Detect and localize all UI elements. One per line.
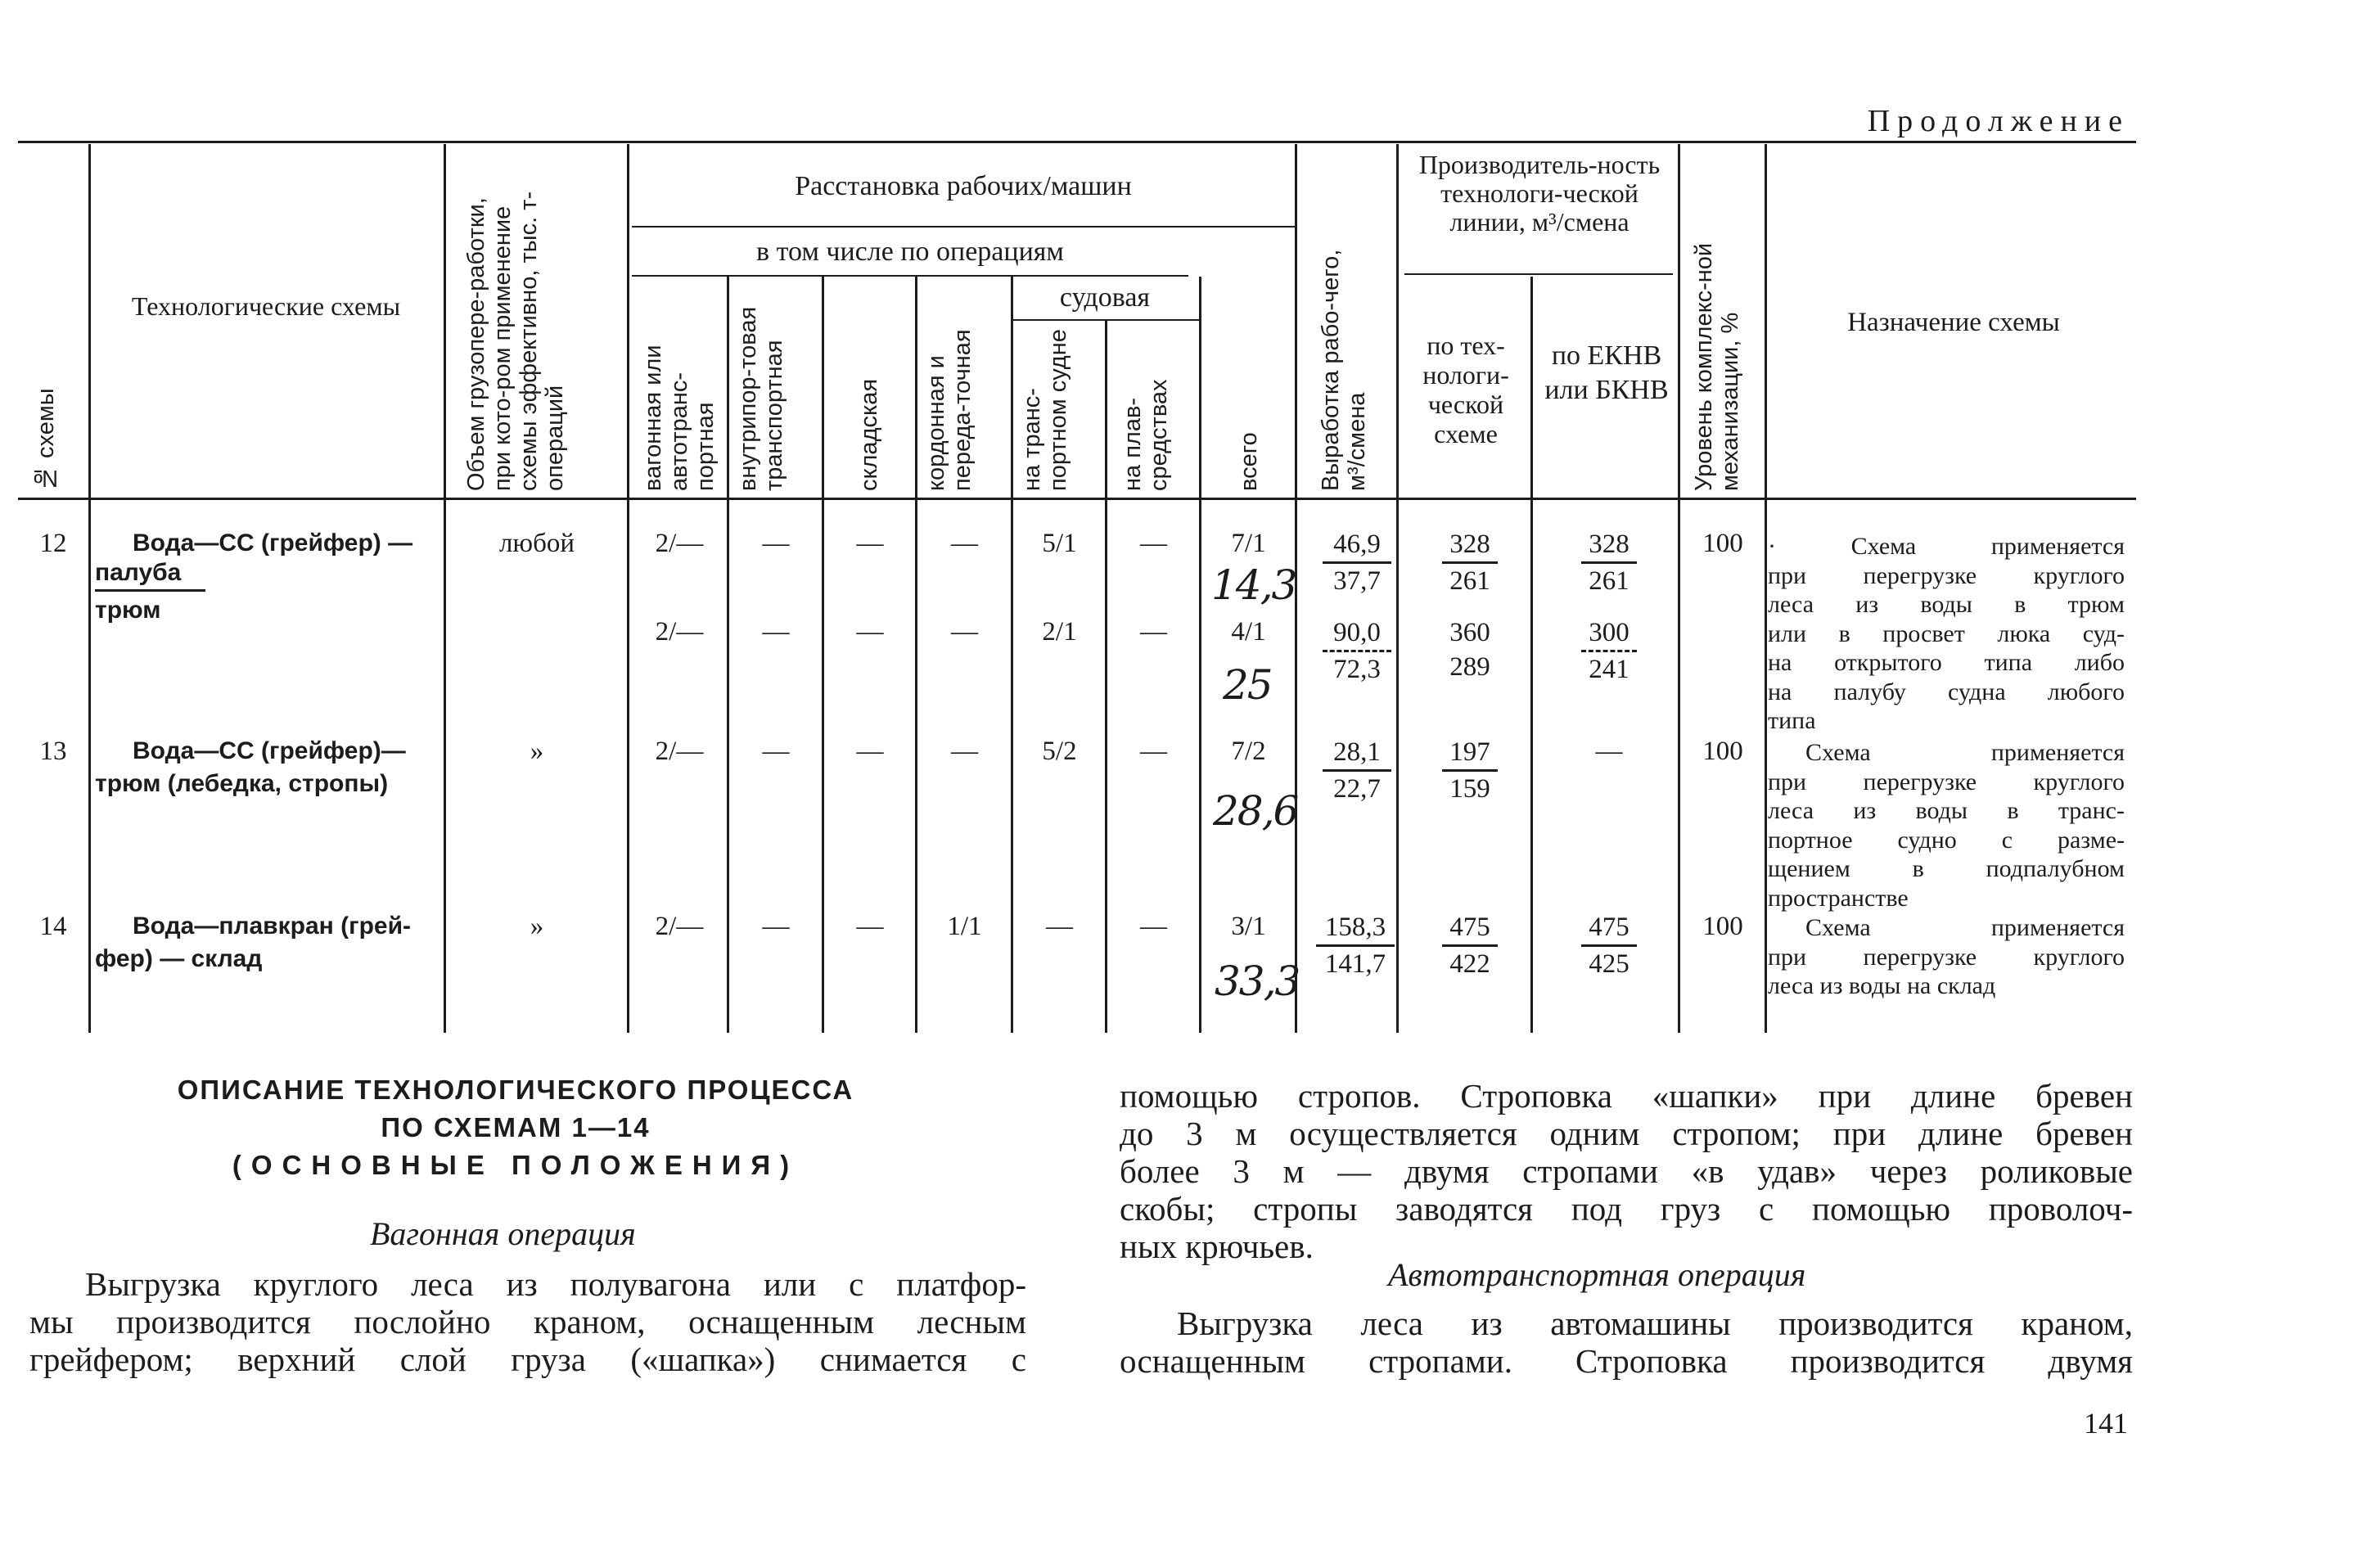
- prod-tech-bottom: 422: [1449, 949, 1490, 979]
- prod-tech-fraction: [1442, 735, 1498, 806]
- header-prod-ekn: по ЕКНВ или БКНВ: [1544, 340, 1669, 405]
- prod-tech-fraction: [1442, 910, 1498, 981]
- prod-ekn-bottom: 241: [1589, 655, 1629, 684]
- right-paragraph: помощью стропов. Строповка «шапки» при длине бревен до 3 м осуществляется одним стропом; при длине бревен более 3 м — двумя стропами «в удав» через роликовые скобы; стропы заводятся под груз с помощью проволоч- ных крючьев.: [1120, 1077, 2133, 1265]
- prod-tech-top: 360: [1449, 618, 1490, 647]
- handwritten-note: 14,3: [1211, 561, 1296, 609]
- row-number: 14: [39, 912, 67, 941]
- prod-tech-top: 197: [1442, 735, 1498, 772]
- output-bottom: 22,7: [1333, 774, 1381, 804]
- row-number: 12: [39, 529, 67, 558]
- cargo-volume: »: [530, 737, 544, 766]
- header-including-ops: в том числе по операциям: [756, 237, 1064, 267]
- output-fraction: [1323, 527, 1391, 598]
- op-intraport: —: [762, 617, 790, 647]
- header-op-floating: на плав-средствах: [1120, 379, 1172, 491]
- prod-ekn-bottom: 425: [1589, 949, 1629, 979]
- wagon-heading: Вагонная операция: [370, 1215, 636, 1252]
- prod-tech-bottom: 289: [1449, 652, 1490, 682]
- header-cargo-volume: Объем грузопере-работки, при кото-ром применение схемы эффективно, тыс. т-операций: [463, 191, 568, 491]
- output-bottom: 72,3: [1333, 655, 1381, 684]
- header-op-total: всего: [1236, 432, 1262, 491]
- op-warehouse: —: [856, 737, 884, 766]
- output-bottom: 141,7: [1324, 949, 1386, 979]
- scheme-frac-bottom: трюм: [95, 597, 161, 624]
- op-total: 4/1: [1231, 617, 1266, 647]
- output-top: 28,1: [1323, 735, 1391, 772]
- header-mechanization: Уровень комплекс-ной механизации, %: [1691, 242, 1743, 491]
- prod-ekn-bottom: 261: [1589, 566, 1629, 596]
- prod-ekn-top: 328: [1581, 527, 1637, 564]
- op-total: 7/1: [1231, 529, 1266, 558]
- prod-tech-fraction: [1442, 527, 1498, 598]
- prod-ekn-top: 475: [1581, 910, 1637, 947]
- scheme-name: Вода—СС (грейфер)—: [133, 737, 406, 764]
- prod-tech-fraction: [1442, 615, 1498, 684]
- op-total: 3/1: [1231, 912, 1266, 941]
- auto-paragraph: Выгрузка леса из автомашины производится краном, оснащенным стропами. Строповка производится двумя: [1120, 1304, 2133, 1380]
- op-warehouse: —: [856, 617, 884, 647]
- scheme-purpose: Схема применяется при перегрузке круглого леса из воды в транс- портное судно с разме- щением в подпалубном пространстве: [1768, 739, 2125, 912]
- header-op-transport-ship: на транс-портном судне: [1019, 329, 1071, 491]
- output-fraction: [1323, 615, 1391, 687]
- scheme-frac-top: палуба: [95, 556, 205, 592]
- section-title-line3: (ОСНОВНЫЕ ПОЛОЖЕНИЯ): [232, 1150, 800, 1180]
- section-title-line2: ПО СХЕМАМ 1—14: [381, 1112, 651, 1142]
- op-cordon: —: [951, 529, 978, 558]
- op-transport-ship: —: [1046, 912, 1073, 941]
- row-number: 13: [39, 737, 67, 766]
- scheme-name-line2: трюм (лебедка, стропы): [95, 770, 389, 797]
- output-top: 158,3: [1316, 910, 1395, 947]
- prod-ekn-value: —: [1595, 737, 1623, 766]
- output-top: 90,0: [1323, 615, 1391, 652]
- header-tech-schemes: Технологические схемы: [131, 291, 401, 321]
- op-cordon: —: [951, 737, 978, 766]
- op-intraport: —: [762, 737, 790, 766]
- header-op-intraport: внутрипор-товая транспортная: [735, 306, 787, 491]
- header-op-wagon: вагонная или автотранс-портная: [640, 345, 719, 491]
- output-fraction: [1323, 735, 1391, 806]
- header-output-per-worker: Выработка рабо-чего, м³/смена: [1318, 249, 1370, 491]
- op-total: 7/2: [1231, 737, 1266, 766]
- scheme-name: Вода—плавкран (грей-: [133, 912, 412, 939]
- cargo-volume: »: [530, 912, 544, 941]
- op-floating: —: [1140, 737, 1167, 766]
- op-transport-ship: 2/1: [1042, 617, 1077, 647]
- op-cordon: —: [951, 617, 978, 647]
- op-cordon: 1/1: [947, 912, 982, 941]
- mechanization-level: 100: [1702, 737, 1743, 766]
- header-productivity: Производитель-ность технологи-ческой линии, м³/смена: [1418, 150, 1661, 237]
- wagon-paragraph: Выгрузка круглого леса из полувагона или с платфор- мы производится послойно краном, оснащенным лесным грейфером; верхний слой груза («шапка») снимается с: [29, 1265, 1026, 1378]
- section-title-line1: ОПИСАНИЕ ТЕХНОЛОГИЧЕСКОГО ПРОЦЕССА: [177, 1075, 854, 1105]
- op-warehouse: —: [856, 529, 884, 558]
- handwritten-note: 25: [1223, 661, 1272, 709]
- auto-heading: Автотранспортная операция: [1388, 1256, 1806, 1293]
- output-fraction: [1316, 910, 1395, 981]
- prod-tech-top: 328: [1442, 527, 1498, 564]
- scheme-purpose: Схема применяется при перегрузке круглого леса из воды на склад: [1768, 914, 2125, 999]
- op-wagon: 2/—: [655, 617, 704, 647]
- prod-ekn-fraction: [1581, 615, 1637, 687]
- output-bottom: 37,7: [1333, 566, 1381, 596]
- page-number: 141: [2084, 1407, 2128, 1440]
- op-wagon: 2/—: [655, 529, 704, 558]
- op-warehouse: —: [856, 912, 884, 941]
- header-prod-tech: по тех-нологи-ческой схеме: [1422, 331, 1509, 448]
- op-transport-ship: 5/2: [1042, 737, 1077, 766]
- scheme-name: Вода—СС (грейфер) —: [133, 529, 413, 556]
- op-transport-ship: 5/1: [1042, 529, 1077, 558]
- handwritten-note: 33,3: [1215, 957, 1300, 1005]
- header-ship-group: судовая: [1059, 282, 1151, 313]
- op-floating: —: [1140, 617, 1167, 647]
- op-floating: —: [1140, 912, 1167, 941]
- op-wagon: 2/—: [655, 737, 704, 766]
- prod-ekn-fraction: [1581, 527, 1637, 598]
- header-scheme-no: № схемы: [33, 388, 59, 491]
- handwritten-note: 28,6: [1213, 787, 1298, 835]
- scheme-purpose: · Схема применяется при перегрузке круглого леса из воды в трюм или в просвет люка суд- на открытого типа либо на палубу судна любого типа: [1768, 533, 2125, 734]
- prod-tech-top: 475: [1442, 910, 1498, 947]
- op-wagon: 2/—: [655, 912, 704, 941]
- header-purpose: Назначение схемы: [1847, 308, 2060, 337]
- prod-ekn-top: 300: [1581, 615, 1637, 652]
- mechanization-level: 100: [1702, 912, 1743, 941]
- prod-tech-bottom: 159: [1449, 774, 1490, 804]
- scheme-name-line2: фер) — склад: [95, 945, 263, 972]
- cargo-volume: любой: [498, 529, 575, 558]
- output-top: 46,9: [1323, 527, 1391, 564]
- op-intraport: —: [762, 912, 790, 941]
- header-op-cordon: кордонная и переда-точная: [923, 329, 976, 491]
- prod-ekn-fraction: [1581, 910, 1637, 981]
- op-floating: —: [1140, 529, 1167, 558]
- prod-tech-bottom: 261: [1449, 566, 1490, 596]
- header-placement: Расстановка рабочих/машин: [795, 171, 1132, 201]
- continuation-label: Продолжение: [1867, 104, 2130, 138]
- header-op-warehouse: складская: [856, 378, 882, 491]
- op-intraport: —: [762, 529, 790, 558]
- mechanization-level: 100: [1702, 529, 1743, 558]
